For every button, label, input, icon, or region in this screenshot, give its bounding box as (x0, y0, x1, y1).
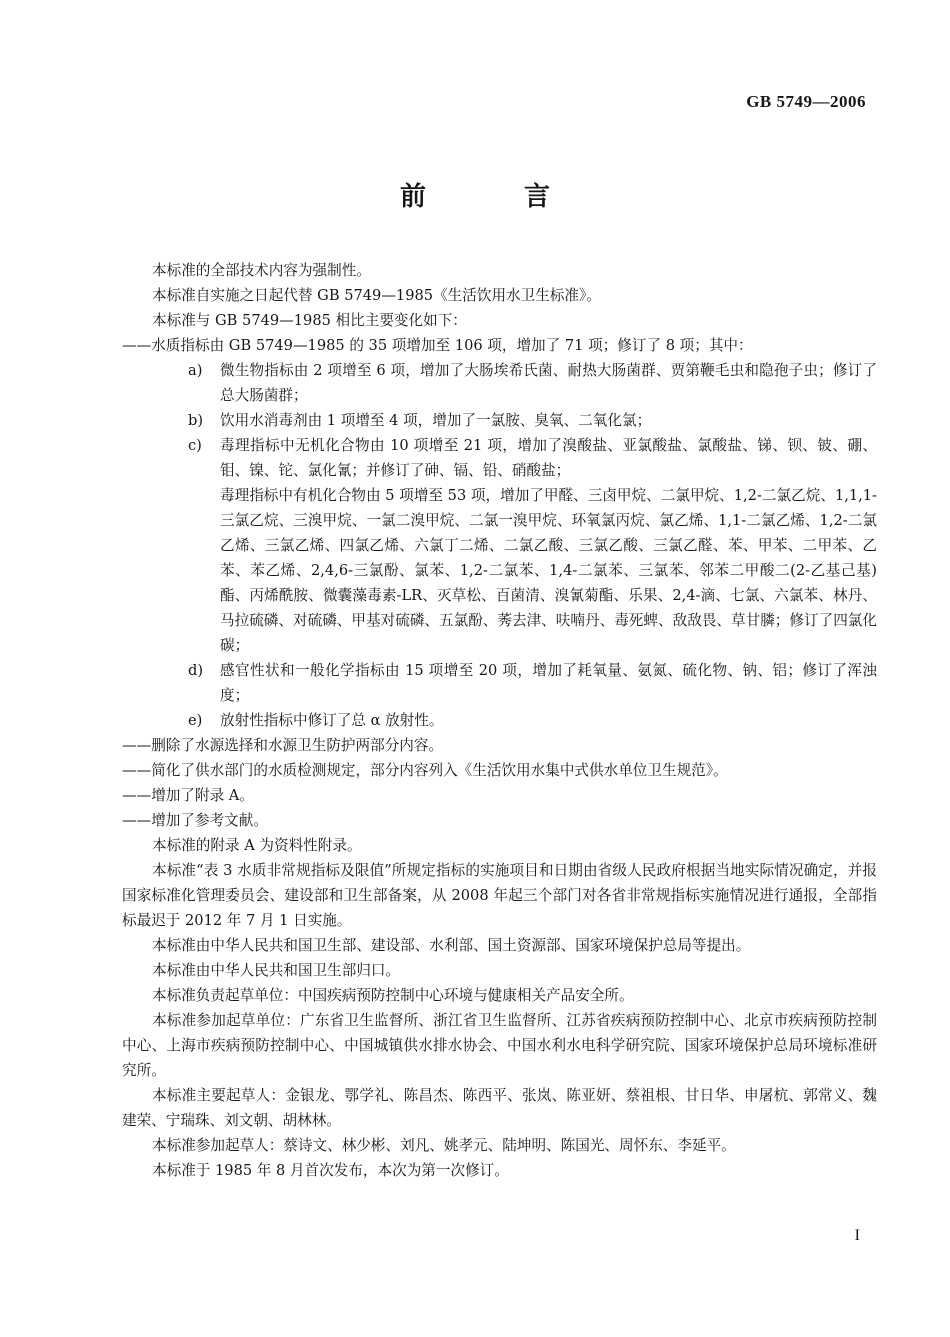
change-item-indicators: ——水质指标由 GB 5749—1985 的 35 项增加至 106 项，增加了 71 项；修订了 8 项；其中： (122, 337, 753, 354)
sub-item-c (122, 433, 877, 483)
paragraph-drafting-unit: 本标准负责起草单位：中国疾病预防控制中心环境与健康相关产品安全所。 (152, 987, 634, 1004)
paragraph-participating-drafters: 本标准参加起草人：蔡诗文、林少彬、刘凡、姚孝元、陆坤明、陈国光、周怀东、李延平。 (152, 1137, 736, 1154)
sub-item-a (122, 358, 877, 408)
document-body (122, 258, 877, 1183)
paragraph-main-drafters: 本标准主要起草人：金银龙、鄂学礼、陈昌杰、陈西平、张岚、陈亚妍、蔡祖根、甘日华、申屠杭、郭常义、魏建荣、宁瑞珠、刘文朝、胡林林。 (122, 1087, 877, 1129)
paragraph-mandatory: 本标准的全部技术内容为强制性。 (152, 262, 371, 279)
sub-item-text: 感官性状和一般化学指标由 15 项增至 20 项，增加了耗氧量、氨氮、硫化物、钠、铝；修订了浑浊度； (220, 662, 877, 704)
standard-code: GB 5749—2006 (746, 92, 866, 111)
sub-item-marker: c) (188, 437, 202, 454)
sub-item-text: 毒理指标中无机化合物由 10 项增至 21 项，增加了溴酸盐、亚氯酸盐、氯酸盐、锑、钡、铍、硼、钼、镍、铊、氯化氰；并修订了砷、镉、铅、硝酸盐； (220, 437, 877, 479)
sub-item-marker: a) (188, 362, 203, 379)
sub-item-marker: e) (188, 712, 203, 729)
paragraph-participating-units: 本标准参加起草单位：广东省卫生监督所、浙江省卫生监督所、江苏省疾病预防控制中心、北京市疾病预防控制中心、上海市疾病预防控制中心、中国城镇供水排水协会、中国水利水电科学研究院、国家环境保护总局环境标准研究所。 (122, 1012, 877, 1079)
paragraph-centralized-by: 本标准由中华人民共和国卫生部归口。 (152, 962, 401, 979)
sub-item-text: 微生物指标由 2 项增至 6 项，增加了大肠埃希氏菌、耐热大肠菌群、贾第鞭毛虫和隐孢子虫；修订了总大肠菌群； (220, 362, 877, 404)
paragraph-changes-intro: 本标准与 GB 5749—1985 相比主要变化如下： (152, 312, 467, 329)
paragraph-proposed-by: 本标准由中华人民共和国卫生部、建设部、水利部、国土资源部、国家环境保护总局等提出。 (152, 937, 751, 954)
page-title: 前 言 (399, 182, 586, 212)
sub-item-text: 放射性指标中修订了总 α 放射性。 (220, 712, 444, 729)
sub-item-text: 饮用水消毒剂由 1 项增至 4 项，增加了一氯胺、臭氧、二氧化氯； (220, 412, 652, 429)
change-item-water-source: ——删除了水源选择和水源卫生防护两部分内容。 (122, 737, 444, 754)
sub-item-marker: d) (188, 662, 204, 679)
paragraph-annex-a: 本标准的附录 A 为资料性附录。 (152, 837, 362, 854)
sub-item-marker: b) (188, 412, 204, 429)
sub-item-e (122, 708, 877, 733)
sub-item-d (122, 658, 877, 708)
sub-item-c-continued: 毒理指标中有机化合物由 5 项增至 53 项，增加了甲醛、三卤甲烷、二氯甲烷、1,2-二氯乙烷、1,1,1-三氯乙烷、三溴甲烷、一氯二溴甲烷、二氯一溴甲烷、环氧氯丙烷、氯乙烯、1,1-二氯乙烯、1,2-二氯乙烯、三氯乙烯、四氯乙烯、六氯丁二烯、二氯乙酸、三氯乙酸、三氯乙醛、苯、甲苯、二甲苯、乙苯、苯乙烯、2,4,6-三氯酚、氯苯、1,2-二氯苯、1,4-二氯苯、三氯苯、邻苯二甲酸二(2-乙基己基)酯、丙烯酰胺、微囊藻毒素-LR、灭草松、百菌清、溴氰菊酯、乐果、2,4-滴、七氯、六氯苯、林丹、马拉硫磷、对硫磷、甲基对硫磷、五氯酚、莠去津、呋喃丹、毒死蜱、敌敌畏、草甘膦；修订了四氯化碳； (220, 487, 877, 654)
sub-item-b (122, 408, 877, 433)
change-item-annex: ——增加了附录 A。 (122, 787, 254, 804)
change-item-references: ——增加了参考文献。 (122, 812, 268, 829)
paragraph-implementation: 本标准“表 3 水质非常规指标及限值”所规定指标的实施项目和日期由省级人民政府根据当地实际情况确定，并报国家标准化管理委员会、建设部和卫生部备案，从 2008 年起三个部门对各省非常规指标实施情况进行通报，全部指标最迟于 2012 年 7 月 1 日实施。 (122, 862, 877, 929)
page-number: I (854, 1227, 860, 1244)
change-item-testing: ——简化了供水部门的水质检测规定，部分内容列入《生活饮用水集中式供水单位卫生规范》。 (122, 762, 728, 779)
paragraph-history: 本标准于 1985 年 8 月首次发布，本次为第一次修订。 (152, 1162, 509, 1179)
paragraph-replaces: 本标准自实施之日起代替 GB 5749—1985《生活饮用水卫生标准》。 (152, 287, 601, 304)
